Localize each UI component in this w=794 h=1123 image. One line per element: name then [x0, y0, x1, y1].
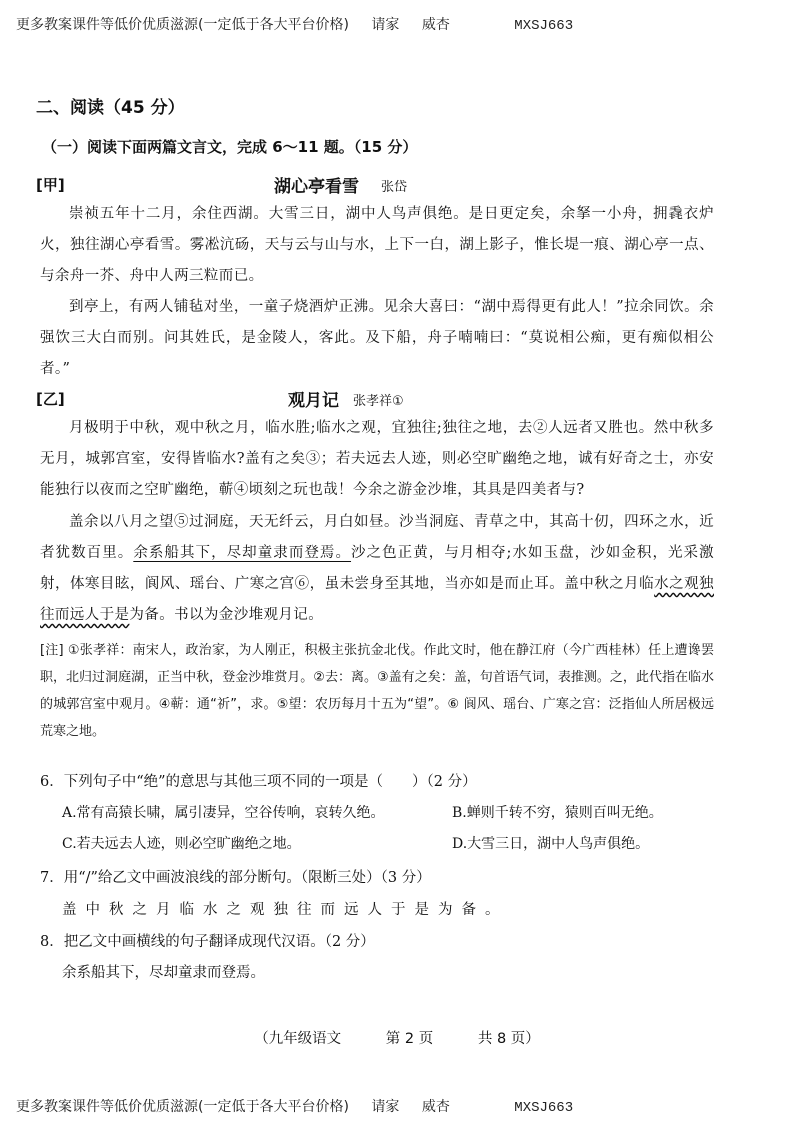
passage-b-p2-part-b: 沙之色正黄，与月相夺;水如玉盘，沙如金积，光采激射，体寒目眩，阆风、瑶台、广寒之宫⑥，虽未尝身至其地，当亦如是而止耳。盖中秋之月临	[40, 545, 714, 592]
banner-text-bottom: 更多教案课件等低价优质滋源(一定低于各大平台价格)	[16, 1099, 349, 1115]
passage-b-tag: [乙]	[36, 390, 65, 408]
wavy-underlined-phrase: 水之观独往而远人于是	[40, 576, 714, 623]
footer-page: 第 2 页	[385, 1031, 434, 1047]
banner-contact-1: 请家	[371, 17, 400, 33]
question-6-option-c: C.若夫远去人迹，则必空旷幽绝之地。	[62, 836, 301, 852]
banner-contact-2-bottom: 威杏	[421, 1099, 450, 1115]
question-8-stem: 8．把乙文中画横线的句子翻译成现代汉语。（2 分）	[40, 934, 375, 950]
banner-text: 更多教案课件等低价优质滋源(一定低于各大平台价格)	[16, 17, 349, 33]
question-7-sentence: 盖中秋之月临水之观独往而远人于是为备。	[62, 902, 509, 918]
question-6-option-d: D.大雪三日，湖中人鸟声俱绝。	[452, 836, 650, 852]
top-banner	[16, 14, 774, 34]
question-8-sentence: 余系船其下，尽却童隶而登焉。	[62, 965, 265, 981]
footer-total: 共 8 页）	[477, 1031, 540, 1047]
bottom-banner	[16, 1096, 774, 1116]
passage-a-paragraph-1: 崇祯五年十二月，余住西湖。大雪三日，湖中人鸟声俱绝。是日更定矣，余拏一小舟，拥毳衣炉火，独往湖心亭看雪。雾凇沆砀，天与云与山与水，上下一白，湖上影子，惟长堤一痕、湖心亭一点、与余舟一芥、舟中人两三粒而已。	[40, 206, 714, 284]
underlined-sentence: 余系船其下，尽却童隶而登焉。	[133, 545, 352, 561]
passage-b-title: 观月记	[288, 391, 339, 411]
passage-b-header	[36, 386, 736, 410]
passage-a-header	[36, 172, 736, 196]
section-title: 二、阅读（45 分）	[36, 98, 185, 118]
part-title: （一）阅读下面两篇文言文，完成 6～11 题。（15 分）	[42, 138, 418, 156]
question-7-stem: 7．用“/”给乙文中画波浪线的部分断句。（限断三处）（3 分）	[40, 870, 431, 886]
passage-a-title: 湖心亭看雪	[274, 177, 359, 197]
question-6-stem: 6．下列句子中“绝”的意思与其他三项不同的一项是（ ）（2 分）	[40, 774, 477, 790]
banner-code: MXSJ663	[514, 18, 574, 34]
banner-code-bottom: MXSJ663	[514, 1100, 574, 1116]
passage-b-paragraph-1: 月极明于中秋，观中秋之月，临水胜;临水之观，宜独往;独往之地，去②人远者又胜也。然中秋多无月，城郭宫室，安得皆临水?盖有之矣③；若夫远去人迹，则必空旷幽绝之地，诚有好奇之士，亦安能独行以夜而之空旷幽绝，蕲④顷刻之玩也哉！今余之游金沙堆，其具是四美者与?	[40, 420, 714, 498]
passage-b-author: 张孝祥①	[353, 394, 404, 409]
passage-b-p2-part-a: 盖余以八月之望⑤过洞庭，天无纤云，月白如昼。沙当洞庭、青草之中，其高十仞，四环之水，近者犹数百里。	[40, 514, 714, 561]
passage-a-author: 张岱	[381, 180, 408, 195]
page-footer	[0, 1027, 794, 1048]
passage-a-tag: [甲]	[36, 176, 65, 194]
banner-contact-1-bottom: 请家	[371, 1099, 400, 1115]
banner-contact-2: 威杏	[421, 17, 450, 33]
passage-a-paragraph-2: 到亭上，有两人铺毡对坐，一童子烧酒炉正沸。见余大喜曰：“湖中焉得更有此人！”拉余同饮。余强饮三大白而别。问其姓氏，是金陵人，客此。及下船，舟子喃喃曰：“莫说相公痴，更有痴似相公者。”	[40, 299, 714, 377]
question-6-option-b: B.蝉则千转不穷，猿则百叫无绝。	[452, 805, 663, 821]
passage-b-paragraph-2	[40, 507, 714, 631]
question-6-option-a: A.常有高猿长啸，属引凄异，空谷传响，哀转久绝。	[62, 805, 385, 821]
passage-b-p2-part-c: 为备。书以为金沙堆观月记。	[129, 607, 324, 623]
footer-subject: （九年级语文	[254, 1031, 342, 1047]
annotations: [注] ①张孝祥：南宋人，政治家，为人刚正，积极主张抗金北伐。作此文时，他在静江府（今广西桂林）任上遭谗罢职，北归过洞庭湖，正当中秋，登金沙堆赏月。②去：离。③盖有之矣：盖，句首语气词，表推测。之，此代指在临水的城郭宫室中观月。④蕲：通“祈”，求。⑤望：农历每月十五为“望”。⑥ 阆风、瑶台、广寒之宫：泛指仙人所居极远荒寒之地。	[40, 643, 714, 739]
